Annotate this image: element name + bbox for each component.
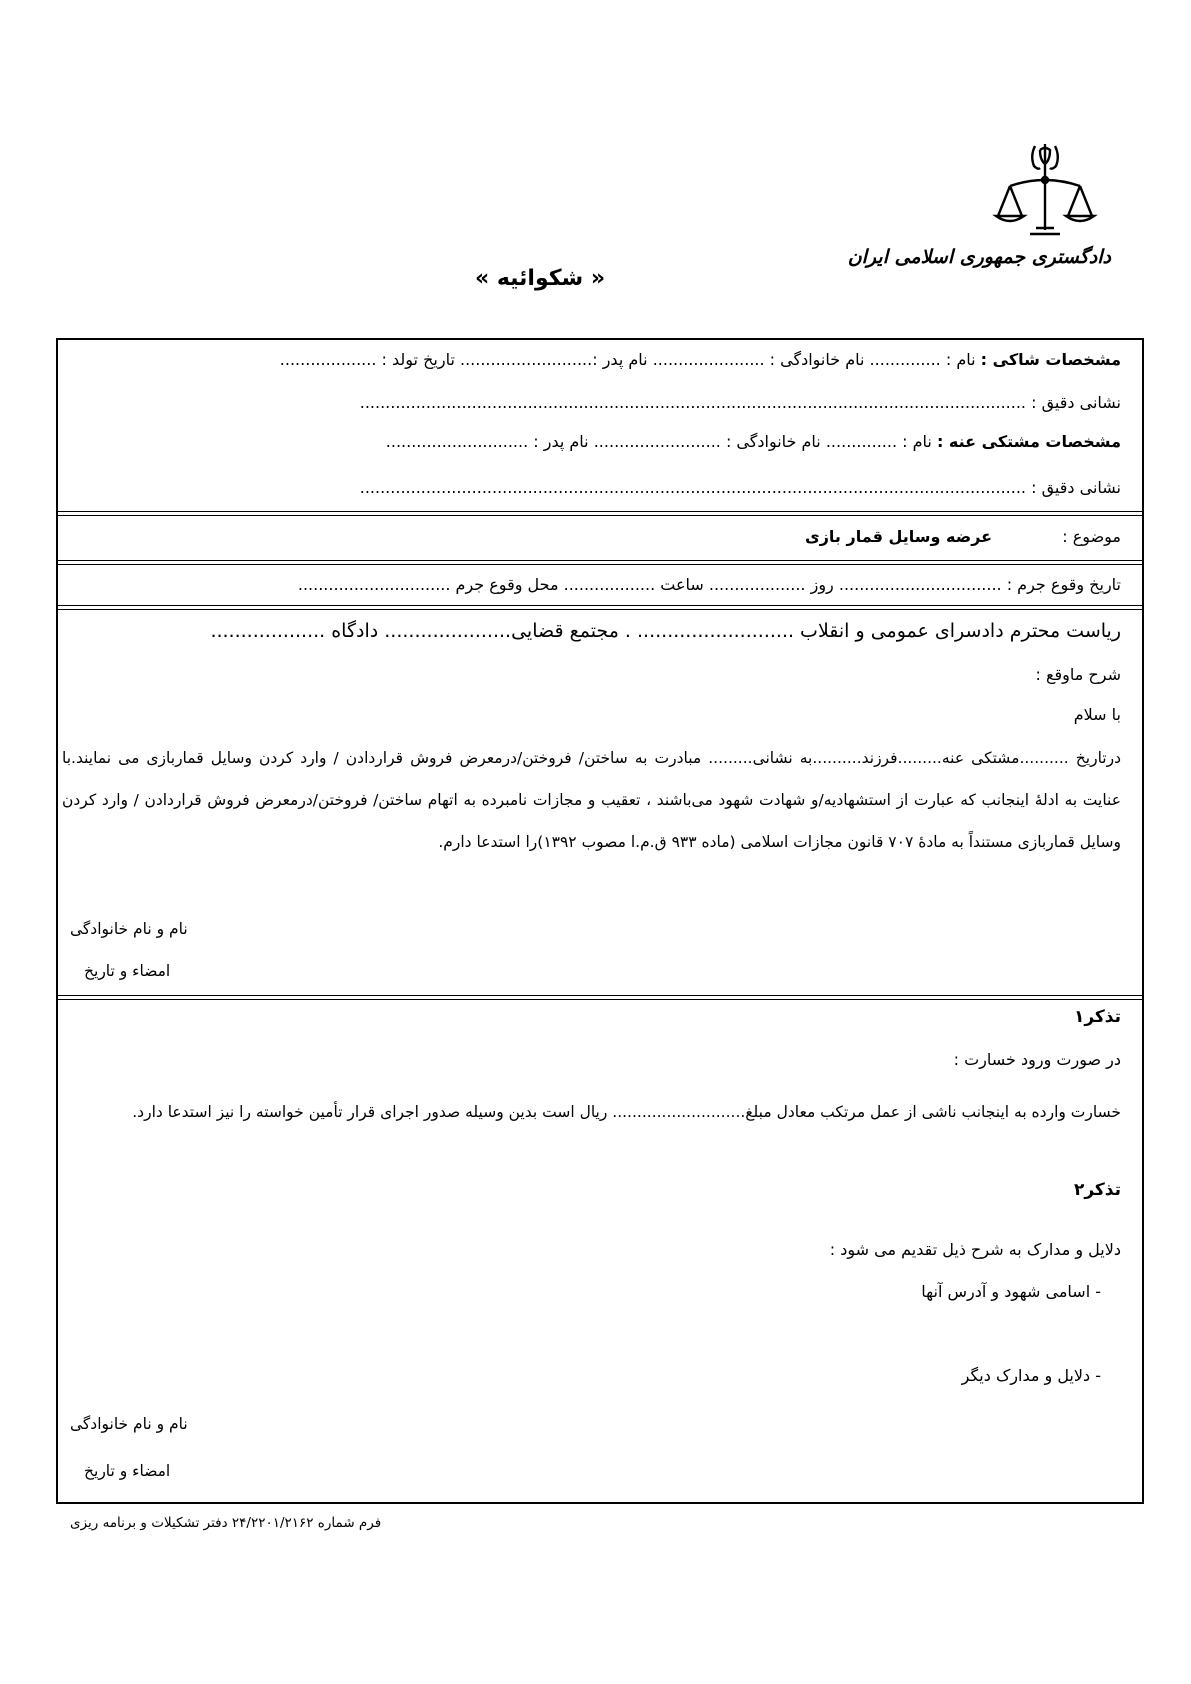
note2-title: تذکر۲ [1073, 1180, 1121, 1200]
divider [56, 605, 1144, 610]
divider [56, 511, 1144, 516]
divider [56, 560, 1144, 565]
defendant-label: مشخصات مشتکی عنه : [936, 432, 1121, 451]
note1-title: تذکر۱ [1073, 1007, 1121, 1027]
defendant-fields: نام : .............. نام خانوادگی : ......................... نام پدر : ............................ [385, 432, 932, 451]
note2-item-witnesses: - اسامی شهود و آدرس آنها [921, 1282, 1101, 1301]
signature-name: نام و نام خانوادگی [70, 920, 188, 938]
complaint-body: درتاریخ ..........مشتکی عنه.........فرزند..........به نشانی......... مبادرت به ساختن/ فروختن/درمعرض فروش قراردادن / وارد کردن وسایل قماربازی می نمایند.با عنایت به ادلهٔ اینجانب که عبارت از استشهادیه/و شهادت شهود می‌باشند ، تعقیب و مجازات نامبرده به اتهام ساختن/ فروختن/درمعرض فروش قراردادن / وارد کردن وسایل قماربازی مستنداً به مادهٔ ۷۰۷ قانون مجازات اسلامی (ماده ۹۳۳ ق.م.ا مصوب ۱۳۹۲)را استدعا دارم. [62, 749, 1121, 851]
greeting: با سلام [1073, 705, 1121, 724]
crime-time-row: تاریخ وقوع جرم : ................................ روز ................... ساعت .................. محل وقوع جرم .............................. [297, 575, 1121, 594]
defendant-address: نشانی دقیق : ................................................................................................................................... [359, 478, 1121, 497]
note1-text: خسارت وارده به اینجانب ناشی از عمل مرتکب معادل مبلغ........................... ریال است بدین وسیله صدور اجرای قرار تأمین خواسته را نیز استدعا دارد. [132, 1103, 1121, 1121]
explanation-label: شرح ماوقع : [1035, 665, 1121, 684]
addressee: ریاست محترم دادسرای عمومی و انقلاب .......................... . مجتمع قضایی..................... دادگاه ................... [210, 620, 1121, 642]
complainant-fields: نام : .............. نام خانوادگی : ...................... نام پدر :.......................... تاریخ تولد : ................... [279, 350, 976, 369]
subject-label: موضوع : [1062, 527, 1121, 546]
agency-name: دادگستری جمهوری اسلامی ایران [847, 246, 1111, 268]
complainant-row [68, 350, 1121, 369]
complainant-address: نشانی دقیق : ................................................................................................................................... [359, 393, 1121, 412]
defendant-row [68, 432, 1121, 451]
signature-sign: امضاء و تاریخ [84, 962, 171, 980]
signature-name: نام و نام خانوادگی [70, 1415, 188, 1433]
form-number-footer: فرم شماره ۲۴/۲۲۰۱/۲۱۶۲ دفتر تشکیلات و برنامه ریزی [70, 1515, 382, 1531]
signature-sign: امضاء و تاریخ [84, 1462, 171, 1480]
subject-row [68, 527, 1121, 546]
form-title: « شکوائیه » [474, 266, 606, 291]
complainant-label: مشخصات شاکی : [980, 350, 1121, 369]
note2-line: دلایل و مدارک به شرح ذیل تقدیم می شود : [829, 1240, 1121, 1259]
note1-line: در صورت ورود خسارت : [953, 1050, 1121, 1069]
judiciary-emblem-icon [990, 140, 1100, 250]
divider [56, 995, 1144, 1000]
subject-value: عرضه وسایل قمار بازی [805, 527, 993, 546]
note2-item-evidence: - دلایل و مدارک دیگر [961, 1366, 1101, 1385]
